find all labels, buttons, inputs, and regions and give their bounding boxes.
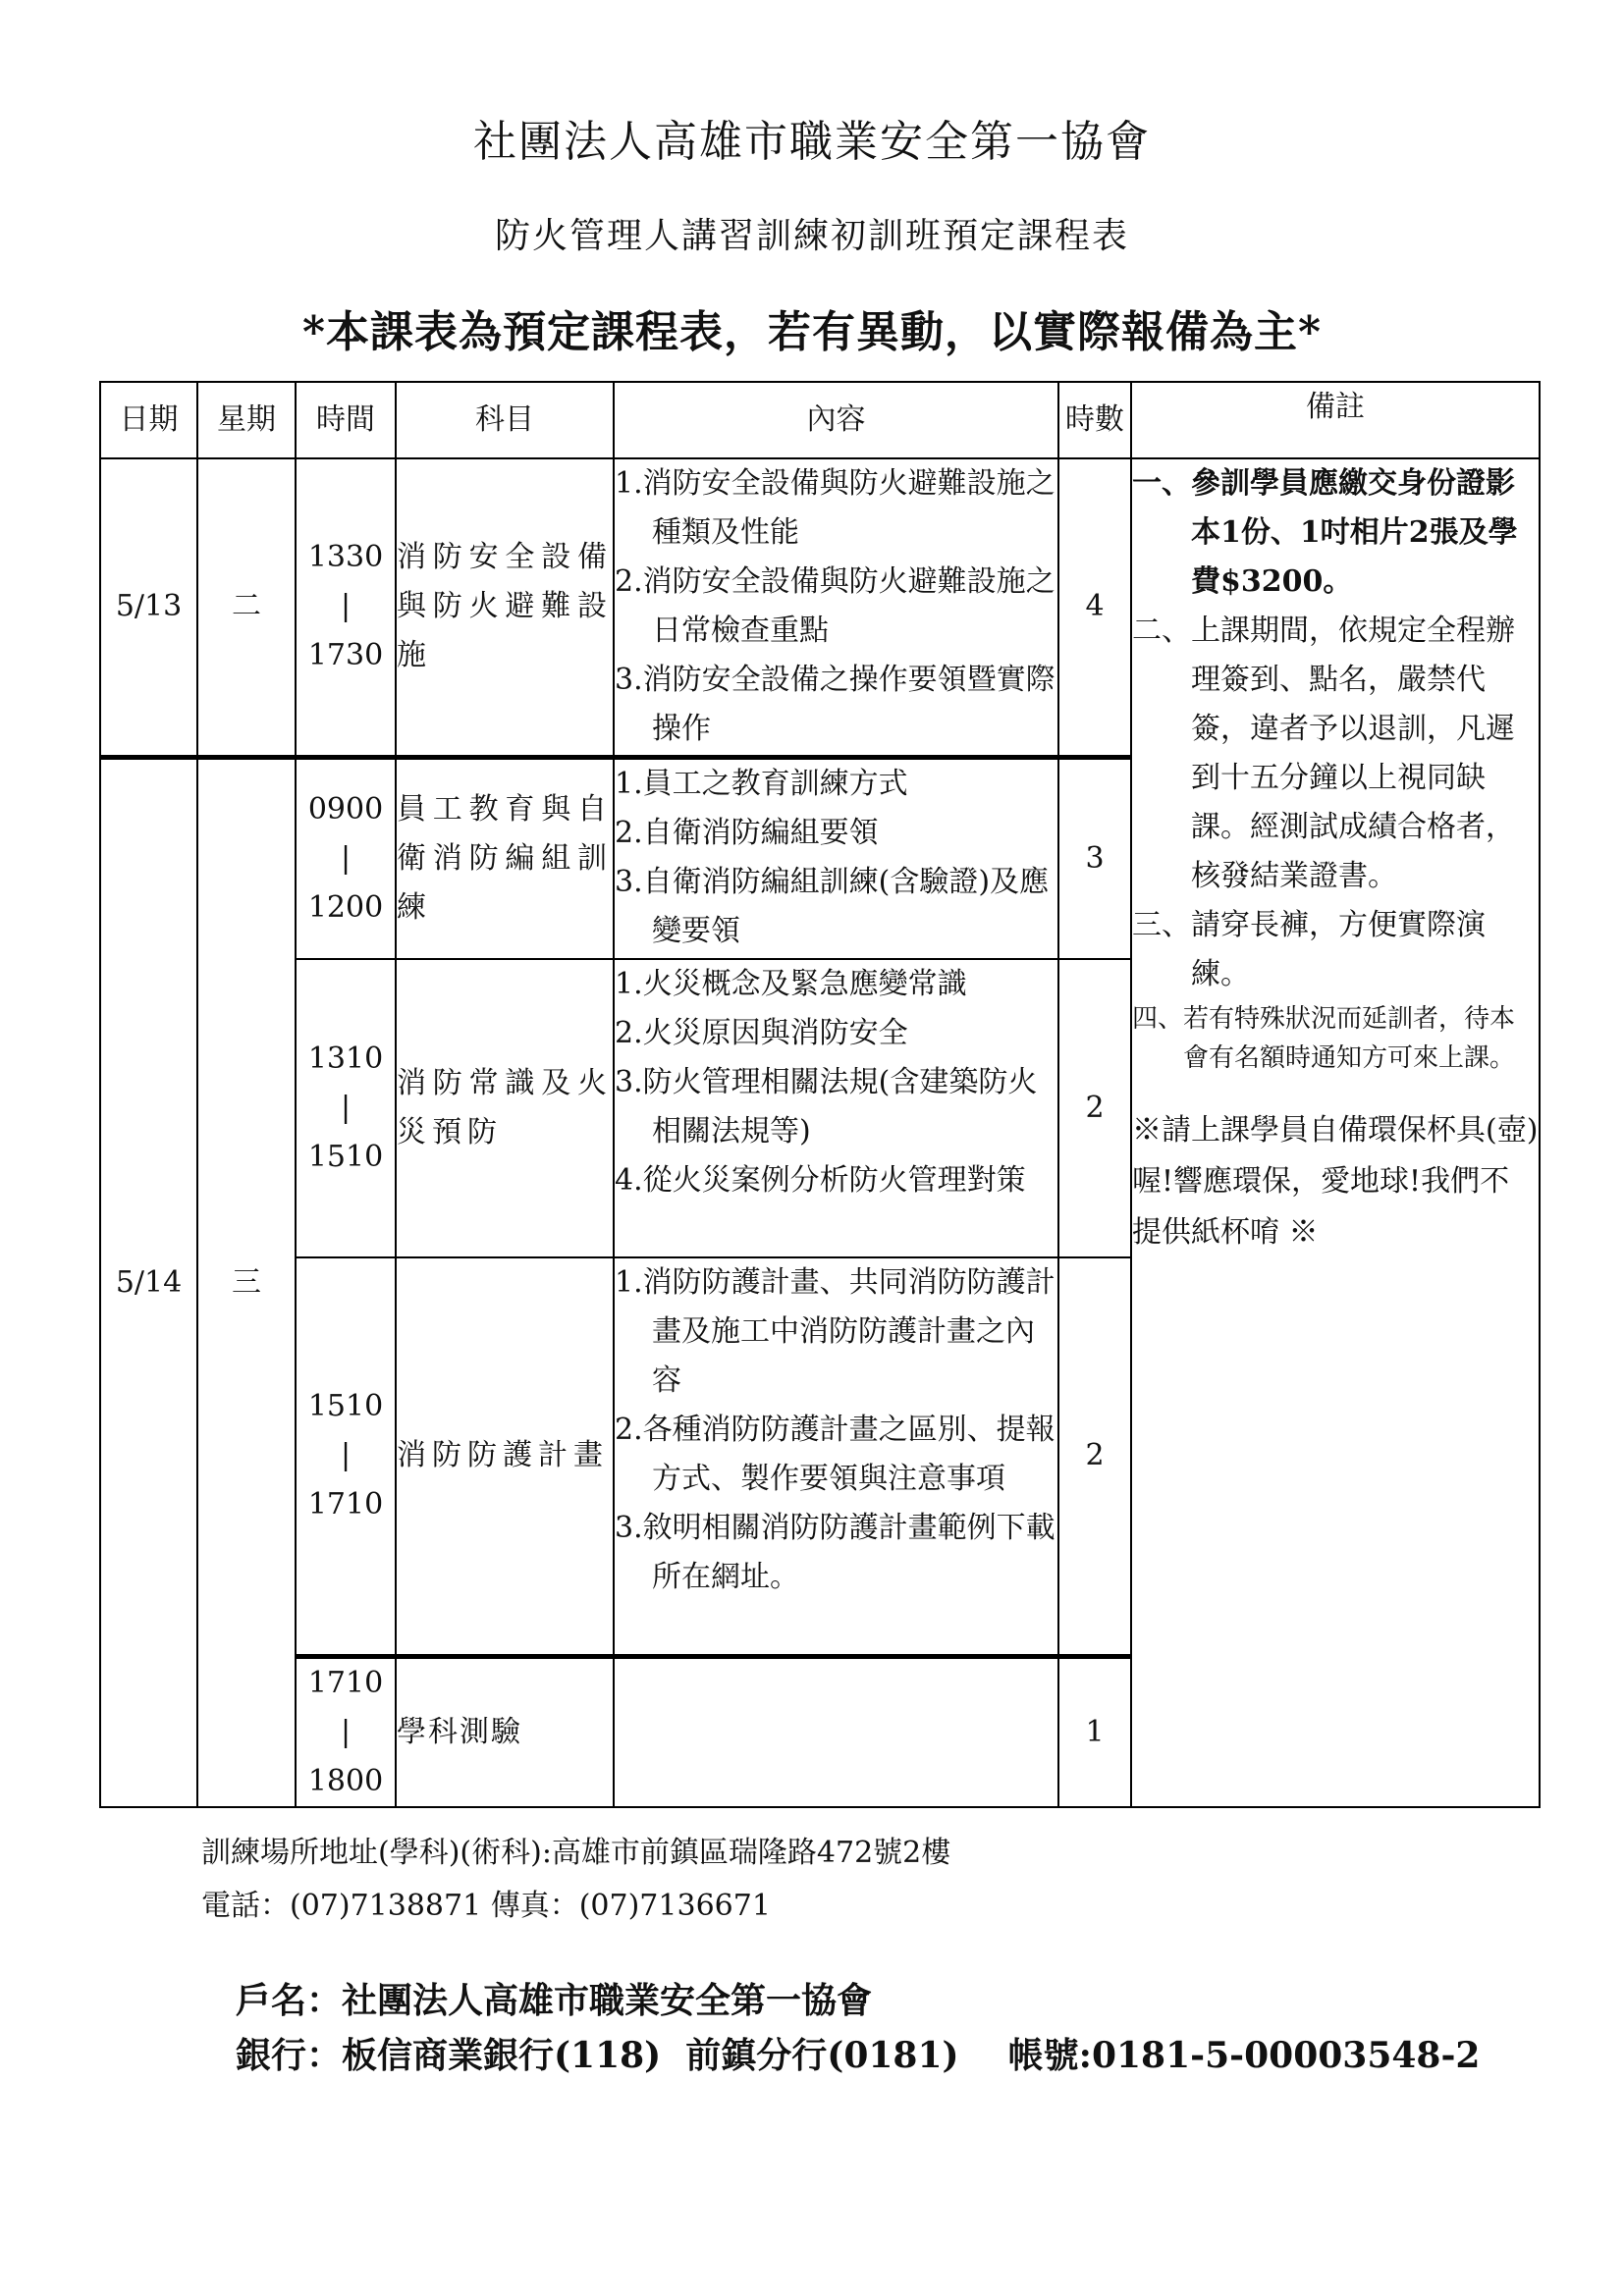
subject-cell: 消防安全設備與防火避難設施 (396, 458, 614, 757)
time-end: 1730 (307, 638, 384, 673)
account-name: 戶名：社團法人高雄市職業安全第一協會 (236, 1980, 873, 2021)
remark-item-2: 二、上課期間，依規定全程辦理簽到、點名，嚴禁代簽，違者予以退訓，凡遲到十五分鐘以上視同缺課。經測試成績合格者，核發結業證書。 (1132, 614, 1515, 893)
remarks-cell (1131, 458, 1540, 1807)
content-cell (614, 1257, 1058, 1656)
hours-cell: 1 (1058, 1656, 1131, 1807)
weekday-cell: 三 (197, 757, 296, 1807)
time-cell (296, 959, 396, 1257)
header-weekday: 星期 (197, 382, 296, 458)
time-start: 1310 (307, 1041, 384, 1076)
content-item: 1.火災概念及緊急應變常識 (615, 967, 967, 1001)
content-item: 2.自衛消防編組要領 (615, 815, 879, 850)
time-start: 0900 (307, 791, 384, 827)
weekday-cell: 二 (197, 458, 296, 757)
time-separator: | (340, 589, 352, 624)
content-item: 3.自衛消防編組訓練(含驗證)及應變要領 (615, 864, 1050, 948)
header-content: 內容 (614, 382, 1058, 458)
time-separator: | (340, 840, 352, 876)
content-cell (614, 959, 1058, 1257)
bank-account-line: 銀行：板信商業銀行(118) 前鎮分行(0181) 帳號:0181-5-00003548-2 (236, 2035, 1481, 2076)
content-item: 4.從火災案例分析防火管理對策 (615, 1163, 1026, 1198)
content-cell (614, 757, 1058, 959)
content-item: 1.員工之教育訓練方式 (615, 766, 908, 801)
content-cell (614, 458, 1058, 757)
time-end: 1800 (307, 1763, 384, 1798)
time-separator: | (340, 1714, 352, 1749)
content-item: 3.消防安全設備之操作要領暨實際操作 (615, 663, 1056, 746)
contact-phone-fax: 電話：(07)7138871 傳真：(07)7136671 (201, 1889, 771, 1923)
remark-item-4: 四、若有特殊狀況而延訓者，待本會有名額時通知方可來上課。 (1132, 1004, 1516, 1073)
hours-cell: 4 (1058, 458, 1131, 757)
time-start: 1710 (307, 1665, 384, 1700)
training-address: 訓練場所地址(學科)(術科):高雄市前鎮區瑞隆路472號2樓 (201, 1836, 951, 1870)
hours-cell: 2 (1058, 959, 1131, 1257)
header-subject: 科目 (396, 382, 614, 458)
time-end: 1710 (307, 1487, 384, 1522)
content-cell (614, 1656, 1058, 1807)
hours-cell: 3 (1058, 757, 1131, 959)
course-schedule-table (99, 381, 1541, 1808)
time-cell (296, 757, 396, 959)
subject-cell: 員工教育與自衛消防編組訓練 (396, 757, 614, 959)
header-hours: 時數 (1058, 382, 1131, 458)
header-remarks: 備註 (1131, 382, 1540, 458)
content-item: 2.火災原因與消防安全 (615, 1016, 908, 1050)
time-separator: | (340, 1438, 352, 1473)
schedule-notice: *本課表為預定課程表，若有異動，以實際報備為主* (301, 307, 1323, 357)
time-end: 1510 (307, 1140, 384, 1174)
remark-item-1: 一、參訓學員應繳交身份證影本1份、1吋相片2張及學費$3200。 (1132, 466, 1518, 599)
subject-cell: 學科測驗 (396, 1656, 614, 1807)
content-item: 2.消防安全設備與防火避難設施之日常檢查重點 (615, 564, 1056, 648)
time-start: 1510 (307, 1389, 384, 1424)
content-item: 1.消防防護計畫、共同消防防護計畫及施工中消防防護計畫之內容 (615, 1265, 1056, 1398)
time-end: 1200 (307, 889, 384, 925)
time-separator: | (340, 1091, 352, 1125)
subject-cell: 消防常識及火災預防 (396, 959, 614, 1257)
date-cell: 5/13 (100, 458, 197, 757)
content-item: 1.消防安全設備與防火避難設施之種類及性能 (615, 466, 1056, 550)
header-date: 日期 (100, 382, 197, 458)
content-item: 3.防火管理相關法規(含建築防火相關法規等) (615, 1065, 1038, 1148)
time-cell (296, 1656, 396, 1807)
time-cell (296, 1257, 396, 1656)
subject-cell: 消防防護計畫 (396, 1257, 614, 1656)
course-title: 防火管理人講習訓練初訓班預定課程表 (494, 216, 1129, 256)
hours-cell: 2 (1058, 1257, 1131, 1656)
content-item: 3.敘明相關消防防護計畫範例下載所在網址。 (615, 1511, 1056, 1594)
header-time: 時間 (296, 382, 396, 458)
table-row (100, 458, 1540, 757)
content-item: 2.各種消防防護計畫之區別、提報方式、製作要領與注意事項 (615, 1413, 1056, 1496)
organization-title: 社團法人高雄市職業安全第一協會 (473, 117, 1151, 167)
table-header-row (100, 382, 1540, 458)
date-cell: 5/14 (100, 757, 197, 1807)
time-cell (296, 458, 396, 757)
remark-item-3: 三、請穿長褲，方便實際演練。 (1132, 908, 1486, 991)
eco-cup-note: ※請上課學員自備環保杯具(壺)喔!響應環保，愛地球!我們不提供紙杯唷 ※ (1132, 1113, 1539, 1250)
time-start: 1330 (307, 540, 384, 575)
